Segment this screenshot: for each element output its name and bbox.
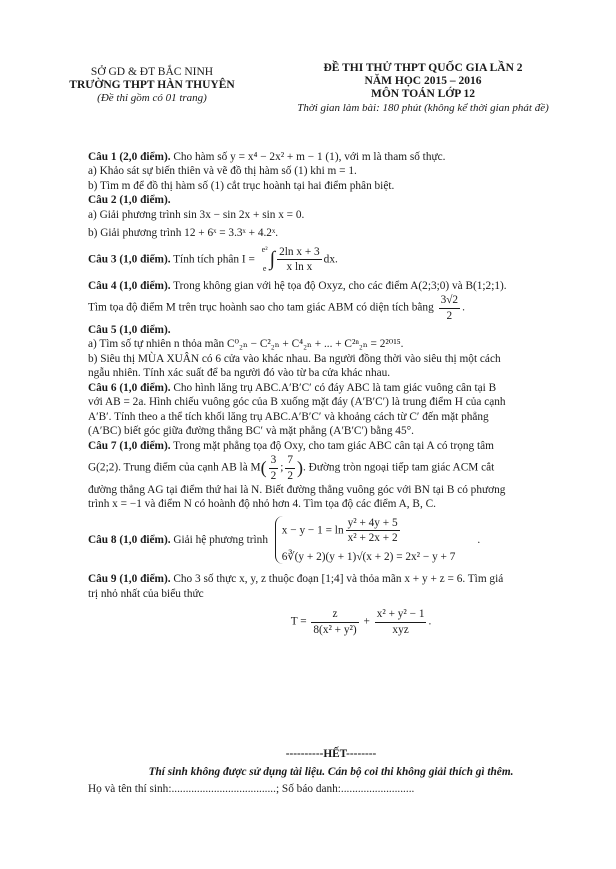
school-name: TRƯỜNG THPT HÀN THUYÊN	[69, 79, 235, 92]
question-7-line3: đường thẳng AG tại điểm thứ hai là N. Biết đường thẳng vuông góc với BN tại B có phương	[88, 483, 506, 496]
question-4	[88, 279, 574, 323]
m-x-fraction	[269, 453, 279, 483]
point-m-open: (	[260, 457, 267, 478]
t-fraction-2	[375, 607, 427, 637]
integral-sign: ∫	[269, 247, 276, 270]
question-1-label: Câu 1 (2,0 điểm).	[88, 151, 171, 163]
m-x-denominator: 2	[270, 469, 277, 482]
question-8	[88, 516, 574, 564]
question-7-line4: trình x = −1 và điểm N có hoành độ nhỏ hơn 4. Tìm tọa độ các điểm A, B, C.	[88, 498, 436, 511]
integrand-numerator: 2ln x + 3	[277, 245, 322, 260]
question-7: Câu 7 (1,0 điểm). Trong mặt phẳng tọa độ Oxy, cho tam giác ABC cân tại A có trọng tâm G(2;2). Trung điểm của cạnh AB là M( $\frac{3}{2}$ ; $\frac{7}{2}$ ). Đường tròn ngoại tiếp tam giác ACM cắt đường thẳng AG tại điểm thứ hai là N. Biết đường thẳng vuông góc với BN tại B có phương trình x = −1 và điểm N có hoành độ nhỏ hơn 4. Tìm tọa độ các điểm A, B, C.	[88, 439, 574, 512]
header-left	[62, 66, 242, 105]
question-7-line1: Trong mặt phẳng tọa độ Oxy, cho tam giác ABC cân tại A có trọng tâm	[170, 439, 494, 452]
integral-lower-bound: e	[262, 263, 267, 273]
question-2	[88, 193, 574, 240]
m-y-fraction	[285, 453, 295, 483]
question-6-label: Câu 6 (1,0 điểm).	[88, 381, 171, 394]
system-eq1-numerator: y² + 4y + 5	[346, 516, 400, 531]
question-4-line2: Tìm tọa độ điểm M trên trục hoành sao cho tam giác ABM có diện tích bằng	[88, 301, 437, 314]
question-8-end: .	[477, 533, 481, 546]
question-5b-line1: b) Siêu thị MÙA XUÂN có 6 cửa vào khác nhau. Ba người đồng thời vào siêu thị một cách	[88, 352, 501, 365]
t-plus: +	[360, 615, 373, 628]
question-7-label: Câu 7 (1,0 điểm).	[88, 439, 171, 452]
question-9-label: Câu 9 (1,0 điểm).	[88, 573, 171, 586]
question-9-line2: trị nhỏ nhất của biểu thức	[88, 587, 204, 600]
system-eq1-left: x − y − 1 = ln	[281, 524, 344, 537]
t-prefix: T =	[290, 615, 310, 628]
exam-title: ĐỀ THI THỬ THPT QUỐC GIA LẦN 2	[323, 62, 523, 74]
question-4-line1: Trong không gian với hệ tọa độ Oxyz, cho các điểm A(2;3;0) và B(1;2;1).	[170, 279, 507, 292]
question-6-line1: Cho hình lăng trụ ABC.A′B′C′ có đáy ABC là tam giác vuông cân tại B	[170, 381, 497, 394]
question-3	[88, 245, 574, 275]
t-end: .	[428, 615, 432, 628]
area-numerator: 3√2	[439, 293, 461, 308]
school-year: NĂM HỌC 2015 – 2016	[364, 75, 482, 88]
system-eq2: 6∛(y + 2)(y + 1)√(x + 2) = 2x² − y + 7	[281, 550, 456, 563]
integral-bounds	[260, 245, 270, 273]
equation-system	[275, 516, 456, 564]
question-1	[88, 150, 574, 193]
question-3-stem: Tính tích phân I =	[170, 253, 258, 266]
question-5a: a) Tìm số tự nhiên n thỏa mãn C⁰₂ₙ − C²₂ₙ + C⁴₂ₙ + ... + C²ⁿ₂ₙ = 2²⁰¹⁵.	[88, 338, 404, 351]
integrand-denominator: x ln x	[286, 261, 313, 274]
question-2b: b) Giải phương trình 12 + 6ˣ = 3.3ˣ + 4.2ˣ.	[88, 227, 279, 240]
expression-t	[148, 607, 574, 637]
question-5-label: Câu 5 (1,0 điểm).	[88, 323, 171, 336]
t-fraction-1	[311, 607, 358, 637]
exam-questions	[88, 150, 574, 637]
t-fraction-2-denominator: xyz	[392, 623, 409, 636]
system-eq1-denominator: x² + 2x + 2	[347, 532, 398, 545]
question-6	[88, 381, 574, 439]
question-1a: a) Khảo sát sự biến thiên và vẽ đồ thị hàm số (1) khi m = 1.	[88, 165, 357, 178]
page-count-note: (Đề thi gồm có 01 trang)	[97, 92, 207, 105]
candidate-info-line: Họ và tên thí sinh:.....................................; Số báo danh:..........................	[88, 782, 415, 795]
point-m-close: )	[297, 457, 304, 478]
m-x-numerator: 3	[269, 453, 279, 468]
question-3-label: Câu 3 (1,0 điểm).	[88, 253, 171, 266]
t-fraction-2-numerator: x² + y² − 1	[375, 607, 427, 622]
m-y-denominator: 2	[287, 469, 294, 482]
question-2a: a) Giải phương trình sin 3x − sin 2x + sin x = 0.	[88, 208, 305, 221]
m-y-numerator: 7	[285, 453, 295, 468]
question-1b: b) Tìm m để đồ thị hàm số (1) cắt trục hoành tại hai điểm phân biệt.	[88, 179, 395, 192]
question-3-dx: dx.	[323, 253, 338, 266]
time-allowed: Thời gian làm bài: 180 phút (không kể thời gian phát đề)	[297, 101, 549, 114]
t-fraction-1-numerator: z	[311, 607, 358, 622]
question-6-line4: (A′BC) biết góc giữa đường thẳng BC′ và mặt phẳng (A′B′C′) bằng 45°.	[88, 425, 414, 438]
t-fraction-1-denominator: 8(x² + y²)	[313, 623, 357, 636]
question-1-stem: Cho hàm số y = x⁴ − 2x² + m − 1 (1), với m là tham số thực.	[170, 151, 446, 163]
question-9-line1: Cho 3 số thực x, y, z thuộc đoạn [1;4] và thỏa mãn x + y + z = 6. Tìm giá	[170, 573, 504, 586]
subject: MÔN TOÁN LỚP 12	[370, 88, 476, 101]
question-7-line2a: G(2;2). Trung điểm của cạnh AB là M	[88, 461, 261, 474]
question-4-label: Câu 4 (1,0 điểm).	[88, 279, 171, 292]
department-name: SỞ GD & ĐT BẮC NINH	[90, 66, 214, 78]
question-2-label: Câu 2 (1,0 điểm).	[88, 194, 171, 207]
system-eq1-fraction	[346, 516, 400, 546]
header-right	[258, 62, 588, 114]
candidate-note: Thí sinh không được sử dụng tài liệu. Cán bộ coi thi không giải thích gì thêm.	[148, 766, 514, 779]
question-6-line3: A′B′. Tính theo a thể tích khối lăng trụ ABC.A′B′C′ và khoảng cách từ C′ đến mặt phẳng	[88, 410, 489, 423]
end-mark: ----------HẾT--------	[285, 748, 377, 760]
question-4-end: .	[462, 301, 465, 314]
exam-footer	[88, 747, 574, 796]
question-5	[88, 323, 574, 381]
question-8-stem: Giải hệ phương trình	[170, 533, 271, 546]
question-6-line2: với AB = 2a. Hình chiếu vuông góc của B xuống mặt đáy (A′B′C′) là trung điểm H của cạnh	[88, 396, 506, 409]
question-8-label: Câu 8 (1,0 điểm).	[88, 533, 171, 546]
integrand-fraction	[277, 245, 322, 275]
integral-upper-bound: e²	[261, 245, 268, 255]
area-fraction	[439, 293, 461, 323]
question-7-line2b: . Đường tròn ngoại tiếp tam giác ACM cắt	[303, 461, 495, 474]
question-5b-line2: ngẫu nhiên. Tính xác suất để ba người đó vào từ ba cửa khác nhau.	[88, 367, 391, 380]
area-denominator: 2	[446, 309, 453, 322]
question-9	[88, 572, 574, 637]
